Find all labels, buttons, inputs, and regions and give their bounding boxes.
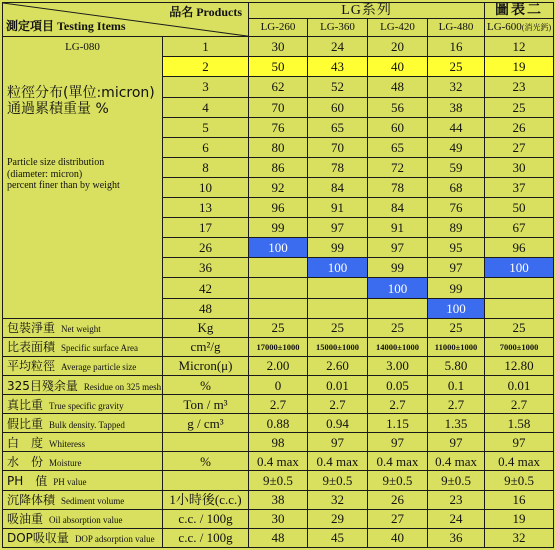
percent-value-cell: 99 — [249, 218, 308, 238]
label-en-line-1: Particle size distribution — [7, 157, 105, 169]
percent-value-cell: 60 — [368, 117, 428, 137]
specification-table — [2, 2, 554, 548]
percent-value-cell: 27 — [485, 137, 554, 157]
percent-value-cell: 23 — [485, 77, 554, 97]
percent-value-cell: 78 — [308, 157, 368, 177]
property-label-en: Average particle size — [61, 362, 137, 373]
percent-value-cell: 19 — [485, 57, 554, 77]
property-value-cell: 30 — [249, 509, 308, 528]
property-value-cell: 1.15 — [368, 414, 428, 433]
property-unit: % — [163, 452, 249, 471]
property-label-zh: 沉降体積 — [7, 493, 56, 508]
property-label-zh: 白 度 — [7, 435, 44, 450]
percent-value-cell: 92 — [249, 177, 308, 197]
property-value-cell: 27 — [368, 509, 428, 528]
property-unit: c.c. / 100g — [163, 509, 249, 528]
property-value-cell: 0.4 max — [428, 452, 485, 471]
particle-size-cell: 36 — [163, 258, 249, 278]
property-value-cell: 9±0.5 — [485, 471, 554, 490]
property-label — [3, 433, 163, 452]
property-label — [3, 490, 163, 509]
property-value-cell: 36 — [428, 528, 485, 547]
percent-value-cell: 99 — [368, 258, 428, 278]
particle-size-cell: 26 — [163, 238, 249, 258]
property-value-cell: 2.7 — [308, 395, 368, 414]
property-value-cell: 25 — [308, 318, 368, 337]
property-label-en: Net weight — [61, 324, 101, 335]
property-value-cell: 3.00 — [368, 356, 428, 375]
percent-value-cell: 59 — [428, 157, 485, 177]
property-value-cell: 38 — [249, 490, 308, 509]
property-label — [3, 395, 163, 414]
percent-value-cell — [249, 258, 308, 278]
particle-size-cell: 8 — [163, 157, 249, 177]
property-value-cell: 14000±1000 — [368, 337, 428, 356]
percent-value-cell: 62 — [249, 77, 308, 97]
property-value-cell: 32 — [308, 490, 368, 509]
property-value-cell: 97 — [368, 433, 428, 452]
property-row-ph-value — [3, 471, 554, 490]
percent-value-cell: 60 — [308, 97, 368, 117]
percent-value-cell: 97 — [308, 218, 368, 238]
particle-size-cell: 13 — [163, 198, 249, 218]
property-value-cell: 25 — [428, 318, 485, 337]
property-value-cell: 2.7 — [485, 395, 554, 414]
property-label-en: Sediment volume — [61, 496, 125, 507]
property-value-cell: 97 — [428, 433, 485, 452]
percent-value-cell: 12 — [485, 37, 554, 57]
property-label-en: True specific gravity — [49, 400, 124, 411]
property-label-en: PH value — [53, 477, 87, 487]
property-label — [3, 452, 163, 471]
property-value-cell: 0.4 max — [368, 452, 428, 471]
percent-value-cell: 72 — [368, 157, 428, 177]
property-label-en: Moisture — [49, 457, 82, 468]
property-value-cell: 2.7 — [249, 395, 308, 414]
percent-value-cell: 96 — [249, 198, 308, 218]
property-value-cell: 5.80 — [428, 356, 485, 375]
percent-value-cell: 32 — [428, 77, 485, 97]
property-label-zh: 平均粒徑 — [7, 359, 56, 374]
percent-value-cell: 26 — [485, 117, 554, 137]
property-row-moisture — [3, 452, 554, 471]
property-value-cell: 23 — [428, 490, 485, 509]
percent-value-cell: 89 — [428, 218, 485, 238]
model-lg-600-name: LG-600 — [486, 21, 522, 34]
percent-value-cell: 20 — [368, 37, 428, 57]
percent-value-cell: 56 — [368, 97, 428, 117]
particle-size-cell: 1 — [163, 37, 249, 57]
property-label-zh: 水 份 — [7, 454, 44, 469]
property-value-cell: 0.94 — [308, 414, 368, 433]
percent-value-cell: 24 — [308, 37, 368, 57]
property-value-cell: 12.80 — [485, 356, 554, 375]
property-label — [3, 337, 163, 356]
particle-size-cell: 3 — [163, 77, 249, 97]
percent-value-cell: 100 — [249, 238, 308, 258]
particle-size-cell: 2 — [163, 57, 249, 77]
property-label-zh: 比表面積 — [7, 340, 56, 355]
property-value-cell: 19 — [485, 509, 554, 528]
property-label-en: DOP adsorption value — [74, 534, 155, 545]
property-value-cell: 0.4 max — [485, 452, 554, 471]
series-label: LG系列 — [249, 3, 485, 19]
percent-value-cell: 97 — [428, 258, 485, 278]
property-value-cell: 97 — [308, 433, 368, 452]
percent-value-cell: 52 — [308, 77, 368, 97]
property-unit: Ton / m³ — [163, 395, 249, 414]
property-label — [3, 414, 163, 433]
percent-value-cell: 70 — [308, 137, 368, 157]
property-value-cell: 15000±1000 — [308, 337, 368, 356]
property-label-en: Oil absorption value — [49, 515, 123, 526]
particle-size-cell: 4 — [163, 97, 249, 117]
property-value-cell: 0.4 max — [249, 452, 308, 471]
property-label — [3, 528, 163, 547]
percent-value-cell: 100 — [428, 298, 485, 318]
percent-value-cell — [368, 298, 428, 318]
property-value-cell: 0.01 — [485, 375, 554, 394]
property-value-cell: 9±0.5 — [308, 471, 368, 490]
property-row-average-particle-size — [3, 356, 554, 375]
property-value-cell: 0.01 — [308, 375, 368, 394]
percent-value-cell — [485, 298, 554, 318]
percent-value-cell: 100 — [368, 278, 428, 298]
property-value-cell: 2.7 — [368, 395, 428, 414]
percent-value-cell: 97 — [368, 238, 428, 258]
property-value-cell: 9±0.5 — [249, 471, 308, 490]
property-row-dop-adsorption-value — [3, 528, 554, 547]
property-unit — [163, 433, 249, 452]
percent-value-cell: 99 — [428, 278, 485, 298]
property-row-whiteress — [3, 433, 554, 452]
property-value-cell: 98 — [249, 433, 308, 452]
property-unit: Kg — [163, 318, 249, 337]
property-label — [3, 509, 163, 528]
percent-value-cell: 25 — [428, 57, 485, 77]
percent-value-cell — [308, 278, 368, 298]
property-label — [3, 471, 163, 490]
particle-size-cell: 6 — [163, 137, 249, 157]
percent-value-cell: 86 — [249, 157, 308, 177]
percent-value-cell: 99 — [308, 238, 368, 258]
label-zh-line-2: 通過累積重量 % — [7, 101, 109, 118]
property-unit: 1小時後(c.c.) — [163, 490, 249, 509]
property-value-cell: 17000±1000 — [249, 337, 308, 356]
percent-value-cell: 30 — [249, 37, 308, 57]
property-value-cell: 48 — [249, 528, 308, 547]
percent-value-cell: 38 — [428, 97, 485, 117]
percent-value-cell: 50 — [485, 198, 554, 218]
property-value-cell: 26 — [368, 490, 428, 509]
particle-size-distribution-label — [3, 37, 163, 319]
property-label-zh: PH 值 — [7, 474, 48, 488]
property-value-cell: 25 — [249, 318, 308, 337]
percent-value-cell: 67 — [485, 218, 554, 238]
percent-value-cell: 84 — [368, 198, 428, 218]
property-value-cell: 2.7 — [428, 395, 485, 414]
property-value-cell: 0.4 max — [308, 452, 368, 471]
header-corner — [3, 3, 249, 37]
property-value-cell: 11000±1000 — [428, 337, 485, 356]
property-row-net-weight — [3, 318, 554, 337]
model-lg-260: LG-260 — [249, 19, 308, 37]
property-row-true-specific-gravity — [3, 395, 554, 414]
property-value-cell: 0.05 — [368, 375, 428, 394]
percent-value-cell: 65 — [308, 117, 368, 137]
percent-value-cell: 100 — [308, 258, 368, 278]
property-label-zh: DOP吸収量 — [7, 531, 69, 546]
property-value-cell: 29 — [308, 509, 368, 528]
property-label-zh: 325目殘余量 — [7, 378, 78, 393]
percent-value-cell — [485, 278, 554, 298]
property-unit: % — [163, 375, 249, 394]
percent-value-cell: 70 — [249, 97, 308, 117]
property-value-cell: 45 — [308, 528, 368, 547]
percent-value-cell: 91 — [368, 218, 428, 238]
property-row-specific-surface-area — [3, 337, 554, 356]
property-value-cell: 2.60 — [308, 356, 368, 375]
model-lg-420: LG-420 — [368, 19, 428, 37]
property-value-cell: 0.88 — [249, 414, 308, 433]
grade-code: LG-080 — [65, 41, 100, 54]
percent-value-cell: 68 — [428, 177, 485, 197]
property-value-cell: 24 — [428, 509, 485, 528]
property-row-residue-on-325-mesh — [3, 375, 554, 394]
percent-value-cell: 76 — [249, 117, 308, 137]
property-unit: c.c. / 100g — [163, 528, 249, 547]
property-value-cell: 1.35 — [428, 414, 485, 433]
percent-value-cell: 48 — [368, 77, 428, 97]
property-label-en: Whiteress — [49, 438, 86, 449]
particle-size-cell: 42 — [163, 278, 249, 298]
property-unit: Micron(μ) — [163, 356, 249, 375]
property-unit: g / cm³ — [163, 414, 249, 433]
label-en-line-3: percent finer than by weight — [7, 180, 120, 192]
percent-value-cell: 43 — [308, 57, 368, 77]
property-label-en: Specific surface Area — [61, 343, 138, 354]
percent-value-cell: 84 — [308, 177, 368, 197]
percent-value-cell — [308, 298, 368, 318]
property-value-cell: 25 — [485, 318, 554, 337]
property-label-zh: 包裝淨重 — [7, 321, 56, 336]
property-value-cell: 40 — [368, 528, 428, 547]
percent-value-cell: 40 — [368, 57, 428, 77]
property-value-cell: 7000±1000 — [485, 337, 554, 356]
property-label — [3, 375, 163, 394]
property-label-en: Residue on 325 mesh — [83, 381, 162, 392]
property-label-zh: 吸油重 — [7, 512, 44, 527]
property-value-cell: 1.58 — [485, 414, 554, 433]
percent-value-cell: 37 — [485, 177, 554, 197]
percent-value-cell — [249, 278, 308, 298]
property-label — [3, 356, 163, 375]
model-lg-480: LG-480 — [428, 19, 485, 37]
property-label-zh: 真比重 — [7, 397, 44, 412]
percent-value-cell: 50 — [249, 57, 308, 77]
percent-value-cell: 80 — [249, 137, 308, 157]
property-label — [3, 318, 163, 337]
particle-size-cell: 48 — [163, 298, 249, 318]
percent-value-cell: 25 — [485, 97, 554, 117]
property-value-cell: 25 — [368, 318, 428, 337]
percent-value-cell: 100 — [485, 258, 554, 278]
percent-value-cell: 78 — [368, 177, 428, 197]
property-value-cell: 16 — [485, 490, 554, 509]
property-value-cell: 97 — [485, 433, 554, 452]
property-row-bulk-density-tapped — [3, 414, 554, 433]
particle-row — [3, 37, 554, 57]
percent-value-cell: 49 — [428, 137, 485, 157]
testing-items-label: 測定項目 Testing Items — [6, 19, 126, 34]
label-en-line-2: (diameter: micron) — [7, 168, 83, 180]
percent-value-cell: 95 — [428, 238, 485, 258]
percent-value-cell — [249, 298, 308, 318]
percent-value-cell: 30 — [485, 157, 554, 177]
property-value-cell: 32 — [485, 528, 554, 547]
products-label: 品名 Products — [169, 5, 242, 19]
property-value-cell: 9±0.5 — [368, 471, 428, 490]
property-row-sediment-volume — [3, 490, 554, 509]
property-label-zh: 假比重 — [7, 416, 44, 431]
particle-size-cell: 17 — [163, 218, 249, 238]
model-lg-360: LG-360 — [308, 19, 368, 37]
particle-size-cell: 10 — [163, 177, 249, 197]
percent-value-cell: 96 — [485, 238, 554, 258]
property-value-cell: 9±0.5 — [428, 471, 485, 490]
percent-value-cell: 65 — [368, 137, 428, 157]
percent-value-cell: 16 — [428, 37, 485, 57]
property-value-cell: 0 — [249, 375, 308, 394]
percent-value-cell: 44 — [428, 117, 485, 137]
property-value-cell: 2.00 — [249, 356, 308, 375]
property-label-en: Bulk density. Tapped — [49, 419, 125, 430]
percent-value-cell: 91 — [308, 198, 368, 218]
percent-value-cell: 76 — [428, 198, 485, 218]
model-lg-600-suffix: (消光鈣) — [521, 23, 552, 33]
label-zh-line-1: 粒徑分布(單位:micron) — [7, 85, 155, 102]
particle-size-cell: 5 — [163, 117, 249, 137]
property-unit: cm²/g — [163, 337, 249, 356]
property-value-cell: 0.1 — [428, 375, 485, 394]
table-label: 圖表二 — [485, 3, 554, 19]
property-unit — [163, 471, 249, 490]
property-row-oil-absorption-value — [3, 509, 554, 528]
model-lg-600 — [485, 19, 554, 37]
